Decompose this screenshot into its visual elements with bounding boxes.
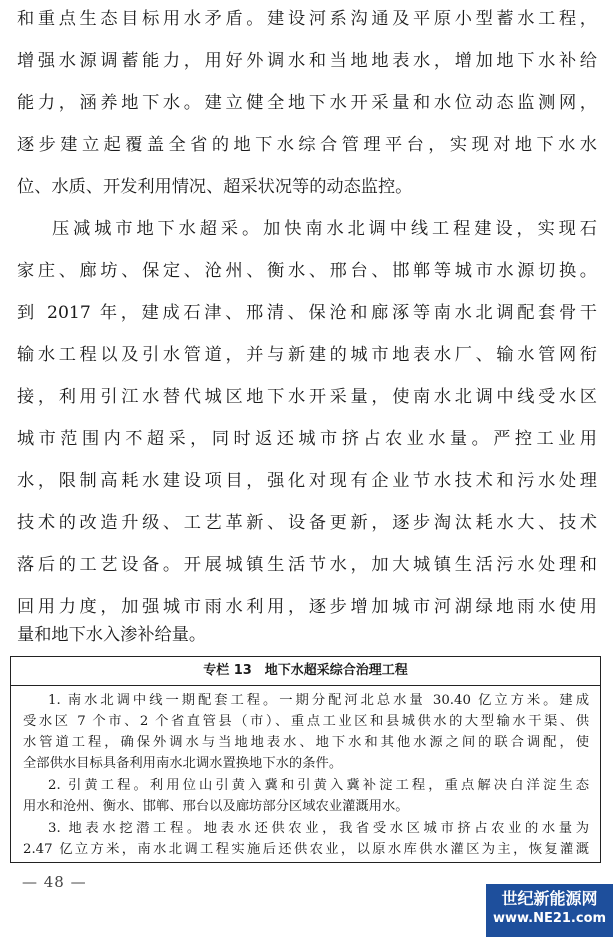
box-title: 专栏 13 地下水超采综合治理工程 <box>11 657 600 686</box>
body-line: 接，利用引江水替代城区地下水开采量，使南水北调中线受水区 <box>17 387 597 407</box>
body-line: 逐步建立起覆盖全省的地下水综合管理平台，实现对地下水水 <box>17 135 597 155</box>
body-line: 位、水质、开发利用情况、超采状况等的动态监控。 <box>17 177 413 197</box>
body-line: 家庄、廊坊、保定、沧州、衡水、邢台、邯郸等城市水源切换。 <box>17 261 597 281</box>
watermark-logo <box>486 884 613 937</box>
body-line: 增强水源调蓄能力，用好外调水和当地地表水，增加地下水补给 <box>17 51 597 71</box>
body-line: 压减城市地下水超采。加快南水北调中线工程建设，实现石 <box>52 219 597 239</box>
body-line: 输水工程以及引水管道，并与新建的城市地表水厂、输水管网衔 <box>17 345 597 365</box>
body-line: 能力，涵养地下水。建立健全地下水开采量和水位动态监测网， <box>17 93 597 113</box>
body-line: 回用力度，加强城市雨水利用，逐步增加城市河湖绿地雨水使用 <box>17 597 597 617</box>
watermark-name: 世纪新能源网 <box>501 889 598 908</box>
box-line: 3. 地表水挖潜工程。地表水还供农业，我省受水区城市挤占农业的水量为 <box>48 821 589 836</box>
body-line: 城市范围内不超采，同时返还城市挤占农业水量。严控工业用 <box>17 429 597 449</box>
box-line: 2.47 亿立方米，南水北调工程实施后还供农业，以原水库供水灌区为主，恢复灌溉 <box>23 842 589 857</box>
page-number: — 48 — <box>22 873 87 891</box>
box-line: 1. 南水北调中线一期配套工程。一期分配河北总水量 30.40 亿立方米。建成 <box>48 693 589 708</box>
box-line: 水管道工程，确保外调水与当地地表水、地下水和其他水源之间的联合调配，使 <box>23 735 589 750</box>
box-line: 2. 引黄工程。利用位山引黄入冀和引黄入冀补淀工程，重点解决白洋淀生态 <box>48 778 589 793</box>
box-line: 用水和沧州、衡水、邯郸、邢台以及廊坊部分区域农业灌溉用水。 <box>23 799 409 814</box>
box-line: 全部供水目标具备利用南水北调水置换地下水的条件。 <box>23 756 343 771</box>
body-line: 水，限制高耗水建设项目，强化对现有企业节水技术和污水处理 <box>17 471 597 491</box>
body-line: 量和地下水入渗补给量。 <box>17 625 207 645</box>
body-line: 和重点生态目标用水矛盾。建设河系沟通及平原小型蓄水工程， <box>17 9 597 29</box>
column-box <box>10 656 601 863</box>
body-line: 技术的改造升级、工艺革新、设备更新，逐步淘汰耗水大、技术 <box>17 513 597 533</box>
watermark-url: www.NE21.com <box>492 911 607 926</box>
box-line: 受水区 7 个市、2 个省直管县（市）、重点工业区和县城供水的大型输水干渠、供 <box>23 714 589 729</box>
body-line: 到 2017 年，建成石津、邢清、保沧和廊涿等南水北调配套骨干 <box>17 303 597 323</box>
body-line: 落后的工艺设备。开展城镇生活节水，加大城镇生活污水处理和 <box>17 555 597 575</box>
